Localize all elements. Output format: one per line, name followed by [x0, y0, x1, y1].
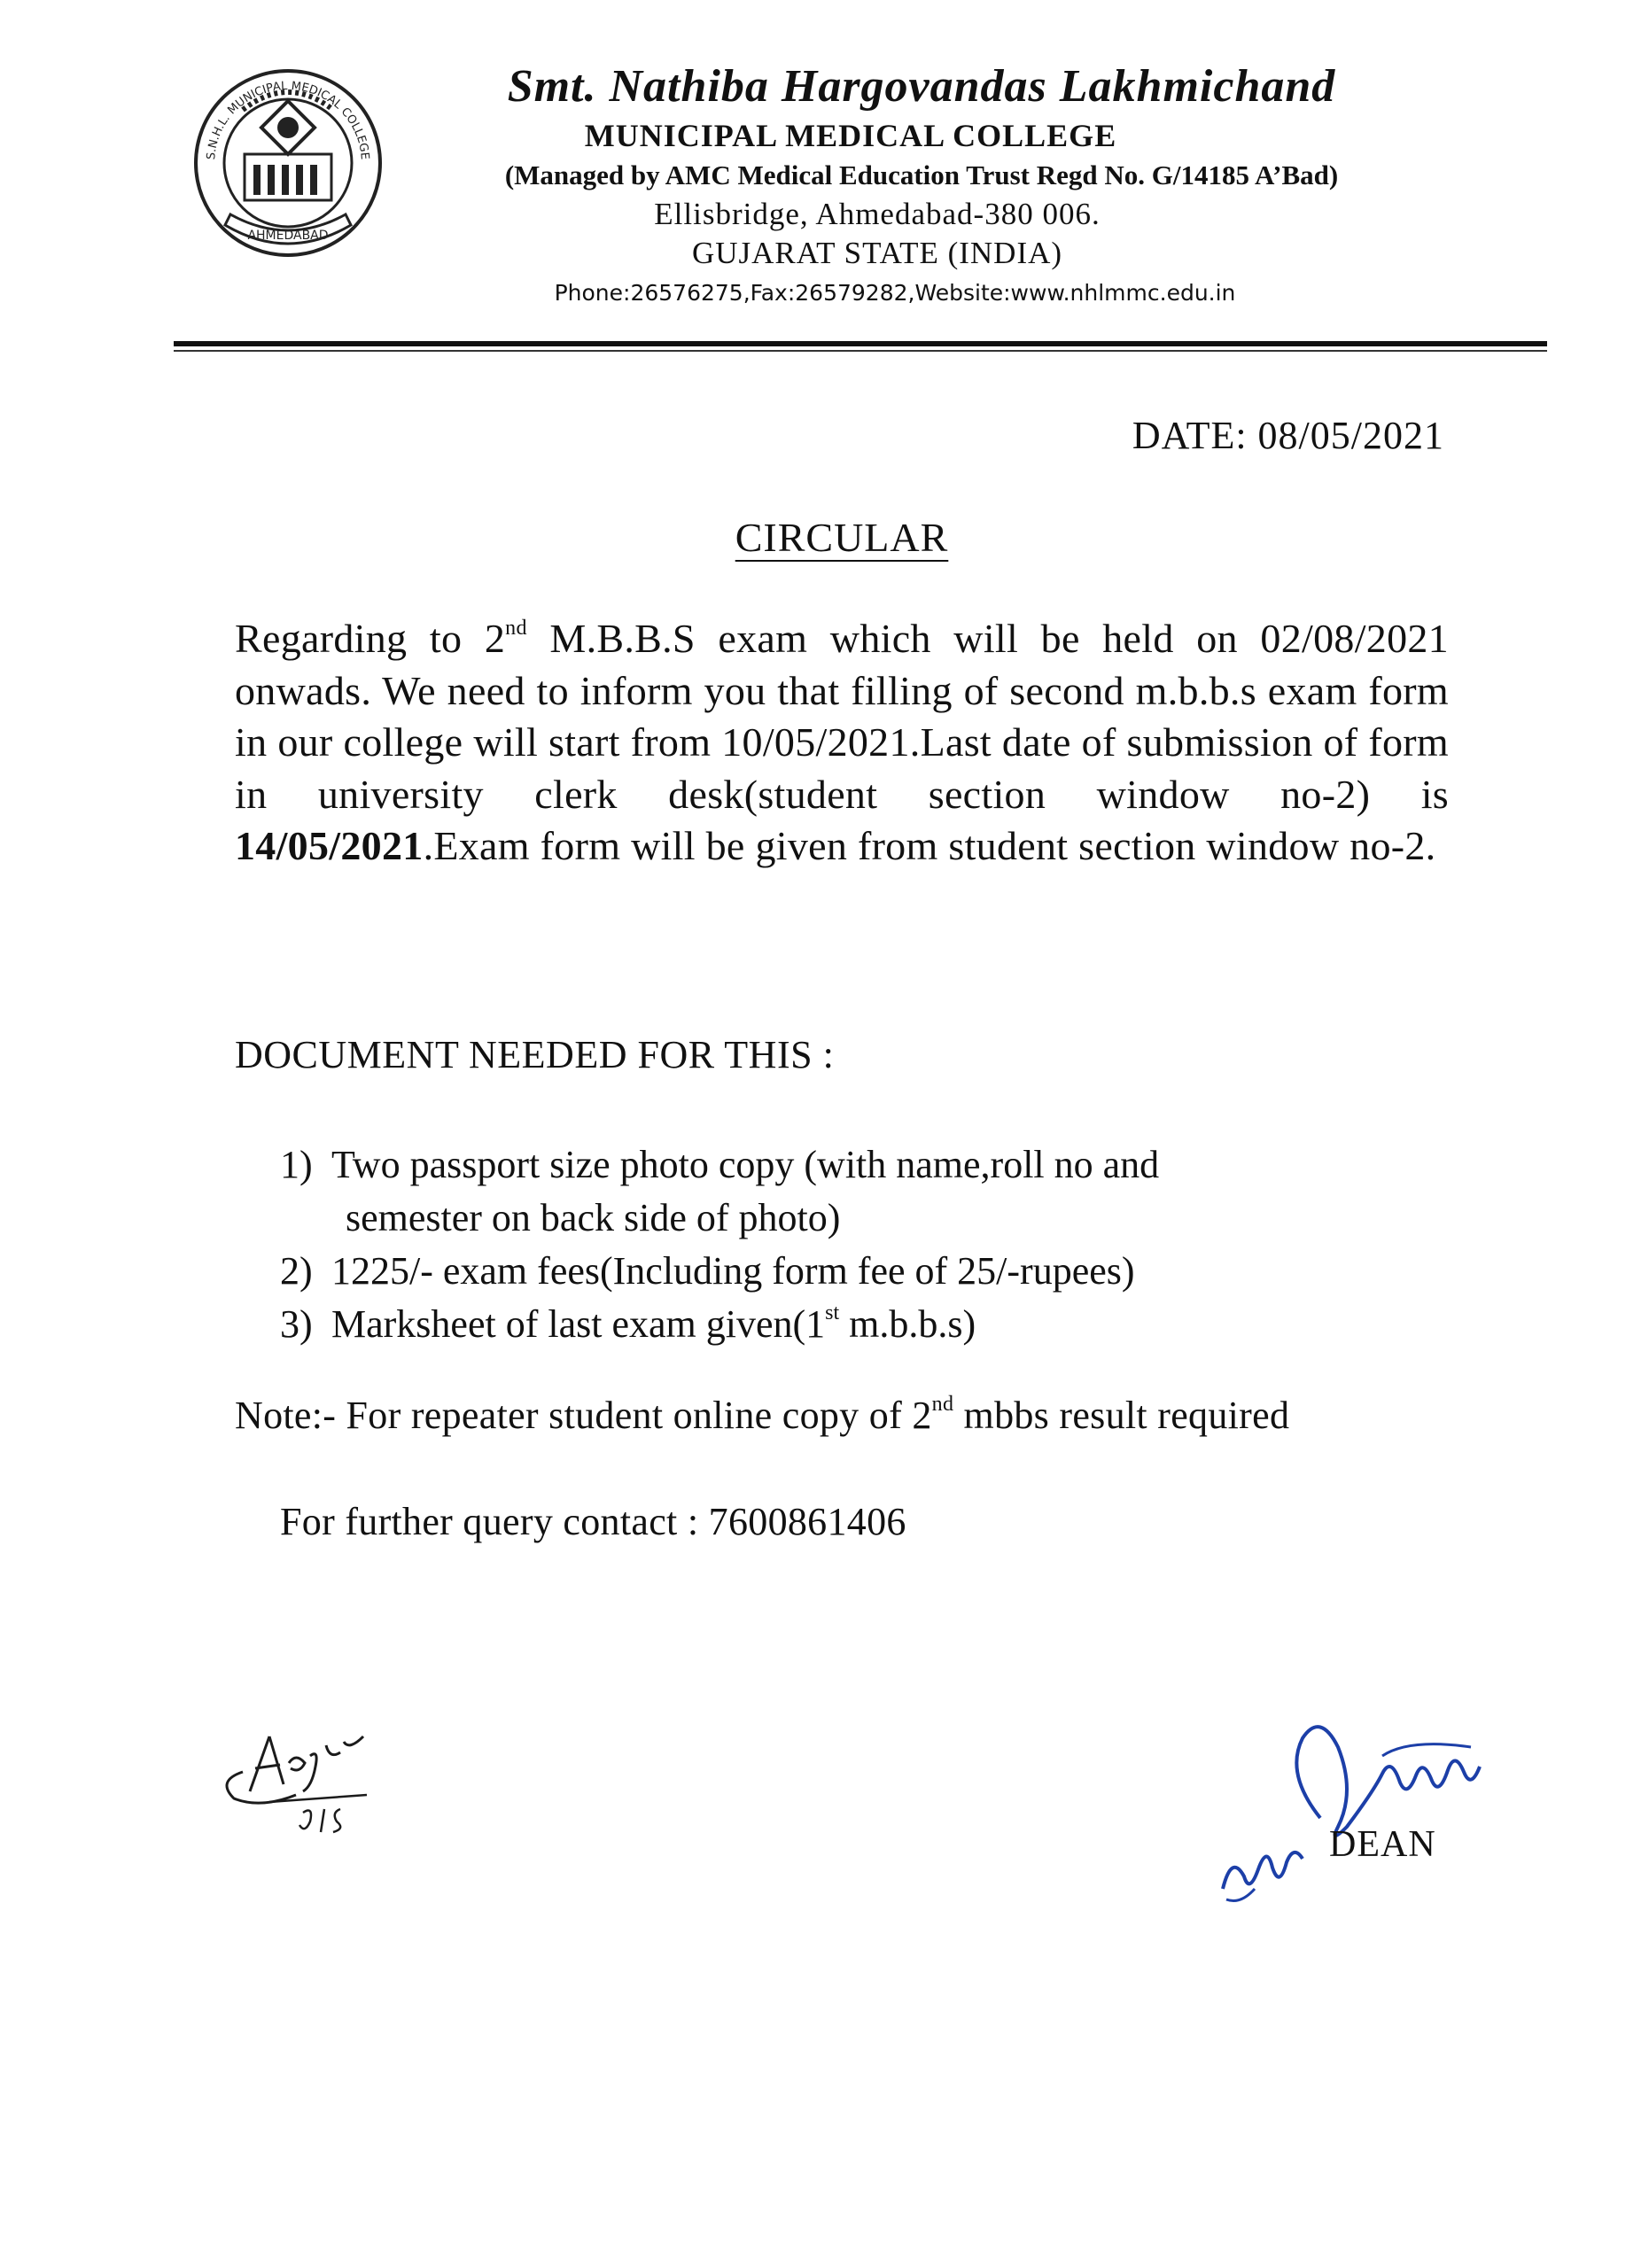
list-item-number: 2) — [280, 1249, 313, 1293]
list-item — [280, 1298, 1388, 1351]
circular-title: CIRCULAR — [735, 515, 949, 560]
circular-body — [235, 613, 1449, 873]
list-item-text: Two passport size photo copy (with name,roll no and — [331, 1143, 1160, 1186]
submission-deadline: 14/05/2021 — [235, 823, 424, 869]
list-item — [280, 1138, 1388, 1245]
list-item-text: 1225/- exam fees(Including form fee of 25/-rupees) — [331, 1249, 1135, 1293]
college-managed-by: (Managed by AMC Medical Education Trust Regd No. G/14185 A’Bad) — [504, 159, 1339, 190]
circular-date: DATE: 08/05/2021 — [1132, 414, 1444, 457]
list-item-number: 3) — [280, 1302, 313, 1346]
note-text-start: Note:- For repeater student online copy of 2 — [235, 1394, 932, 1437]
seal-bottom-text: AHMEDABAD — [247, 229, 329, 243]
header-divider — [174, 341, 1547, 346]
body-text-start: Regarding to 2 — [235, 616, 506, 661]
query-contact: For further query contact : 7600861406 — [280, 1500, 906, 1543]
dean-signature — [1205, 1694, 1497, 1907]
college-address: Ellisbridge, Ahmedabad-380 006. — [654, 197, 1101, 231]
list-item-superscript: st — [825, 1301, 840, 1324]
seal-top-text: S.N.H.L. MUNICIPAL MEDICAL COLLEGE — [205, 79, 371, 160]
body-text-end: .Exam form will be given from student section window no-2. — [423, 823, 1436, 869]
list-item-number: 1) — [280, 1143, 313, 1186]
clerk-signature — [207, 1710, 402, 1843]
college-name: Smt. Nathiba Hargovandas Lakhmichand — [507, 61, 1336, 112]
dean-title: DEAN — [1329, 1824, 1436, 1865]
note-text-end: mbbs result required — [953, 1394, 1290, 1437]
header-divider-thin — [174, 350, 1547, 352]
list-item-text-end: m.b.b.s) — [839, 1302, 976, 1346]
list-item-text: Marksheet of last exam given(1 — [331, 1302, 826, 1346]
letterhead — [416, 58, 1427, 314]
documents-list — [280, 1138, 1388, 1351]
documents-heading: DOCUMENT NEEDED FOR THIS : — [235, 1033, 835, 1076]
list-item — [280, 1245, 1388, 1298]
repeater-note — [235, 1393, 1475, 1438]
college-subtitle: MUNICIPAL MEDICAL COLLEGE — [584, 118, 1117, 153]
college-state: GUJARAT STATE (INDIA) — [691, 236, 1063, 270]
college-contact: Phone:26576275,Fax:26579282,Website:www.nhlmmc.edu.in — [554, 280, 1236, 306]
body-text-main: M.B.B.S exam which will be held on 02/08/2021 onwads. We need to inform you that filling of second m.b.b.s exam form in our college will start from 10/05/2021.Last date of submission of form in university clerk desk(student section window no-2) is — [235, 616, 1449, 817]
college-seal-logo — [190, 57, 386, 269]
note-superscript: nd — [931, 1393, 954, 1416]
body-superscript: nd — [505, 617, 527, 640]
list-item-text-continued: semester on back side of photo) — [346, 1196, 841, 1239]
